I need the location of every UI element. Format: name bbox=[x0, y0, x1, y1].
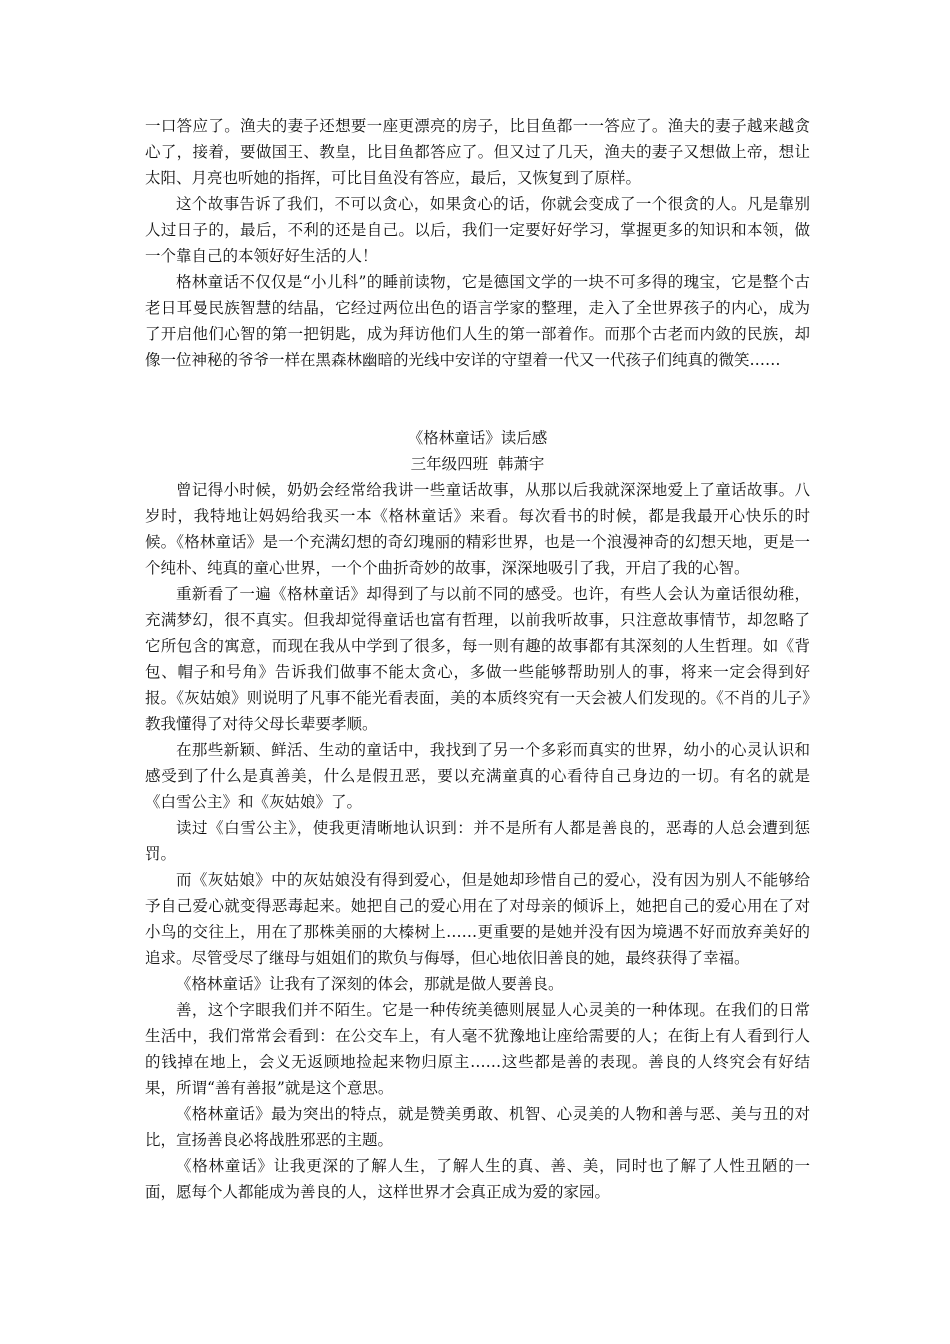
paragraph: 重新看了一遍《格林童话》却得到了与以前不同的感受。也许，有些人会认为童话很幼稚，充满梦幻，很不真实。但我却觉得童话也富有哲理，以前我听故事，只注意故事情节，却忽略了它所包含的寓意，而现在我从中学到了很多，每一则有趣的故事都有其深刻的人生哲理。如《背包、帽子和号角》告诉我们做事不能太贪心，多做一些能够帮助别人的事，将来一定会得到好报。《灰姑娘》则说明了凡事不能光看表面，美的本质终究有一天会被人们发现的。《不肖的儿子》教我懂得了对待父母长辈要孝顺。 bbox=[145, 585, 810, 733]
section-gap bbox=[145, 373, 810, 425]
paragraph: 这个故事告诉了我们，不可以贪心，如果贪心的话，你就会变成了一个很贪的人。凡是靠别人过日子的，最后，不利的还是自己。以后，我们一定要好好学习，掌握更多的知识和本领，做一个靠自己的本领好好生活的人！ bbox=[145, 195, 810, 265]
paragraph: 在那些新颖、鲜活、生动的童话中，我找到了另一个多彩而真实的世界，幼小的心灵认识和感受到了什么是真善美，什么是假丑恶，要以充满童真的心看待自己身边的一切。有名的就是《白雪公主》和《灰姑娘》了。 bbox=[145, 741, 810, 811]
paragraph: 读过《白雪公主》，使我更清晰地认识到：并不是所有人都是善良的，恶毒的人总会遭到惩罚。 bbox=[145, 819, 810, 863]
essay-author: 三年级四班 韩萧宇 bbox=[410, 455, 545, 473]
paragraph: 格林童话不仅仅是“小儿科”的睡前读物，它是德国文学的一块不可多得的瑰宝，它是整个古老日耳曼民族智慧的结晶，它经过两位出色的语言学家的整理，走入了全世界孩子的内心，成为了开启他们心智的第一把钥匙，成为拜访他们人生的第一部着作。而那个古老而内敛的民族，却像一位神秘的爷爷一样在黑森林幽暗的光线中安详的守望着一代又一代孩子们纯真的微笑…… bbox=[145, 273, 810, 369]
paragraph: 曾记得小时候，奶奶会经常给我讲一些童话故事，从那以后我就深深地爱上了童话故事。八岁时，我特地让妈妈给我买一本《格林童话》来看。每次看书的时候，都是我最开心快乐的时候。《格林童话》是一个充满幻想的奇幻瑰丽的精彩世界，也是一个浪漫神奇的幻想天地，更是一个纯朴、纯真的童心世界，一个个曲折奇妙的故事，深深地吸引了我，开启了我的心智。 bbox=[145, 481, 810, 577]
document-page bbox=[145, 113, 810, 1205]
paragraph: 《格林童话》让我有了深刻的体会，那就是做人要善良。 bbox=[176, 975, 564, 993]
paragraph: 《格林童话》让我更深的了解人生，了解人生的真、善、美，同时也了解了人性丑陋的一面，愿每个人都能成为善良的人，这样世界才会真正成为爱的家园。 bbox=[145, 1157, 810, 1201]
paragraph: 善，这个字眼我们并不陌生。它是一种传统美德则展显人心灵美的一种体现。在我们的日常生活中，我们常常会看到：在公交车上，有人毫不犹豫地让座给需要的人；在街上有人看到行人的钱掉在地上，会义无返顾地捡起来物归原主……这些都是善的表现。善良的人终究会有好结果，所谓“善有善报”就是这个意思。 bbox=[145, 1001, 810, 1097]
paragraph: 而《灰姑娘》中的灰姑娘没有得到爱心，但是她却珍惜自己的爱心，没有因为别人不能够给予自己爱心就变得恶毒起来。她把自己的爱心用在了对母亲的倾诉上，她把自己的爱心用在了对小鸟的交往上，用在了那株美丽的大榛树上……更重要的是她并没有因为境遇不好而放弃美好的追求。尽管受尽了继母与姐姐们的欺负与侮辱，但心地依旧善良的她，最终获得了幸福。 bbox=[145, 871, 810, 967]
paragraph: 《格林童话》最为突出的特点，就是赞美勇敢、机智、心灵美的人物和善与恶、美与丑的对比，宣扬善良必将战胜邪恶的主题。 bbox=[145, 1105, 810, 1149]
paragraph: 一口答应了。渔夫的妻子还想要一座更漂亮的房子，比目鱼都一一答应了。渔夫的妻子越来越贪心了，接着，要做国王、教皇，比目鱼都答应了。但又过了几天，渔夫的妻子又想做上帝，想让太阳、月亮也听她的指挥，可比目鱼没有答应，最后，又恢复到了原样。 bbox=[145, 117, 810, 187]
essay-title: 《格林童话》读后感 bbox=[407, 429, 548, 447]
